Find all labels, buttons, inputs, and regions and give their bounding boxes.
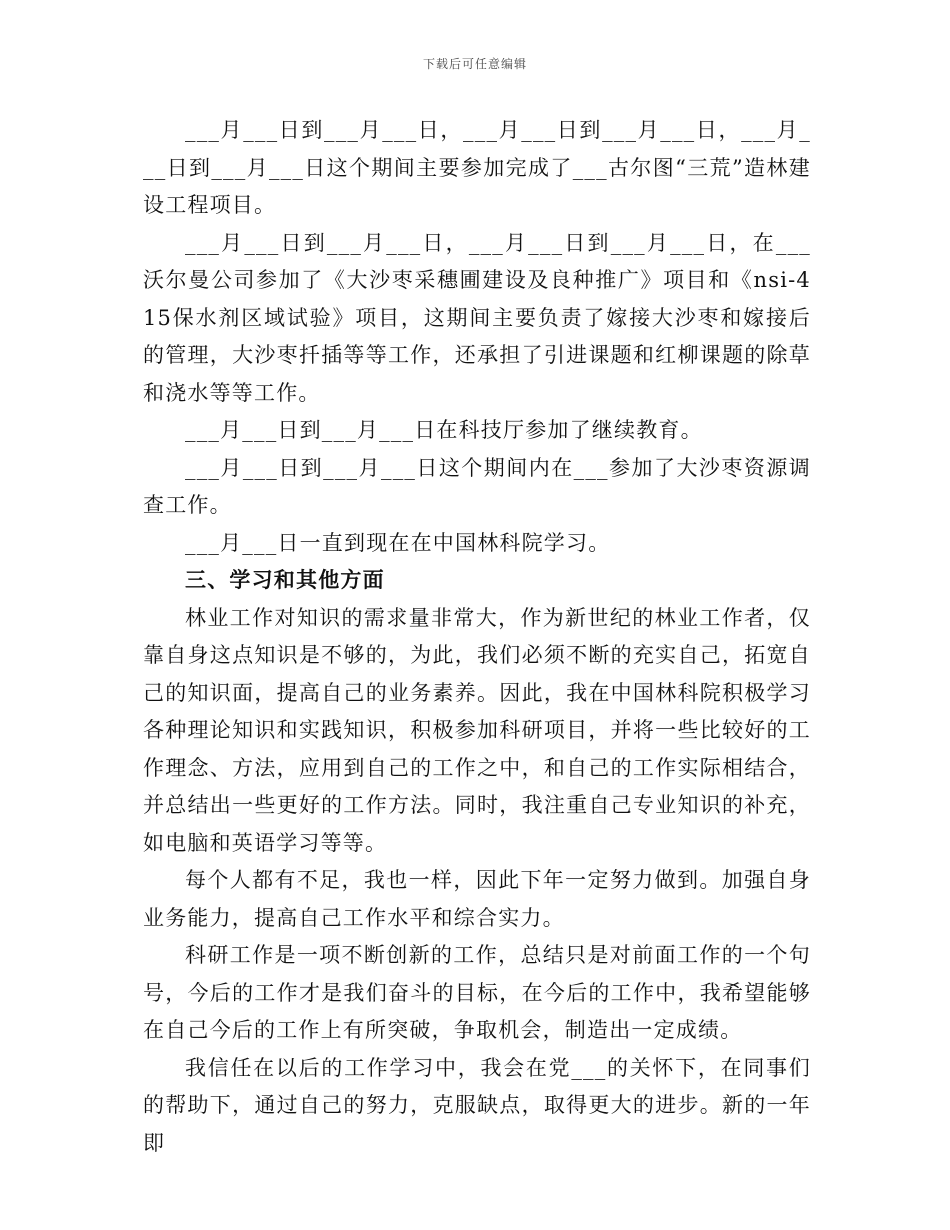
paragraph-learning: 林业工作对知识的需求量非常大，作为新世纪的林业工作者，仅靠自身这点知识是不够的，为此，我们必须不断的充实自己，拓宽自己的知识面，提高自己的业务素养。因此，我在中国林科院积极学习各种理论知识和实践知识，积极参加科研项目，并将一些比较好的工作理念、方法，应用到自己的工作之中，和自己的工作实际相结合，并总结出一些更好的工作方法。同时，我注重自己专业知识的补充，如电脑和英语学习等等。: [143, 605, 811, 855]
paragraph-resource-survey: ___月___日到___月___日这个期间内在___参加了大沙枣资源调查工作。: [143, 455, 811, 517]
document-body: [143, 112, 811, 1162]
section-heading: 三、学习和其他方面: [185, 568, 385, 592]
paragraph-gurtu-project: ___月___日到___月___日，___月___日到___月___日，___月___日到___月___日这个期间主要参加完成了___古尔图“三荒”造林建设工程项目。: [143, 118, 811, 217]
paragraph-forestry-academy: ___月___日一直到现在在中国林科院学习。: [185, 530, 611, 555]
paragraph-research-work: 科研工作是一项不断创新的工作，总结只是对前面工作的一个句号，今后的工作才是我们奋斗的目标，在今后的工作中，我希望能够在自己今后的工作上有所突破，争取机会，制造出一定成绩。: [143, 943, 811, 1042]
paragraph-shortcomings: 每个人都有不足，我也一样，因此下年一定努力做到。加强自身业务能力，提高自己工作水平和综合实力。: [143, 868, 811, 930]
paragraph-outlook: 我信任在以后的工作学习中，我会在党___的关怀下，在同事们的帮助下，通过自己的努力，克服缺点，取得更大的进步。新的一年即: [143, 1055, 811, 1155]
paragraph-continuing-education: ___月___日到___月___日在科技厅参加了继续教育。: [185, 418, 703, 442]
paragraph-woerman-project: ___月___日到___月___日，___月___日到___月___日，在___沃尔曼公司参加了《大沙枣采穗圃建设及良种推广》项目和《nsi-415保水剂区域试验》项目，这期间主要负责了嫁接大沙枣和嫁接后的管理，大沙枣扦插等等工作，还承担了引进课题和红柳课题的除草和浇水等等工作。: [143, 230, 811, 405]
page-header: 下载后可任意编辑: [422, 57, 527, 71]
